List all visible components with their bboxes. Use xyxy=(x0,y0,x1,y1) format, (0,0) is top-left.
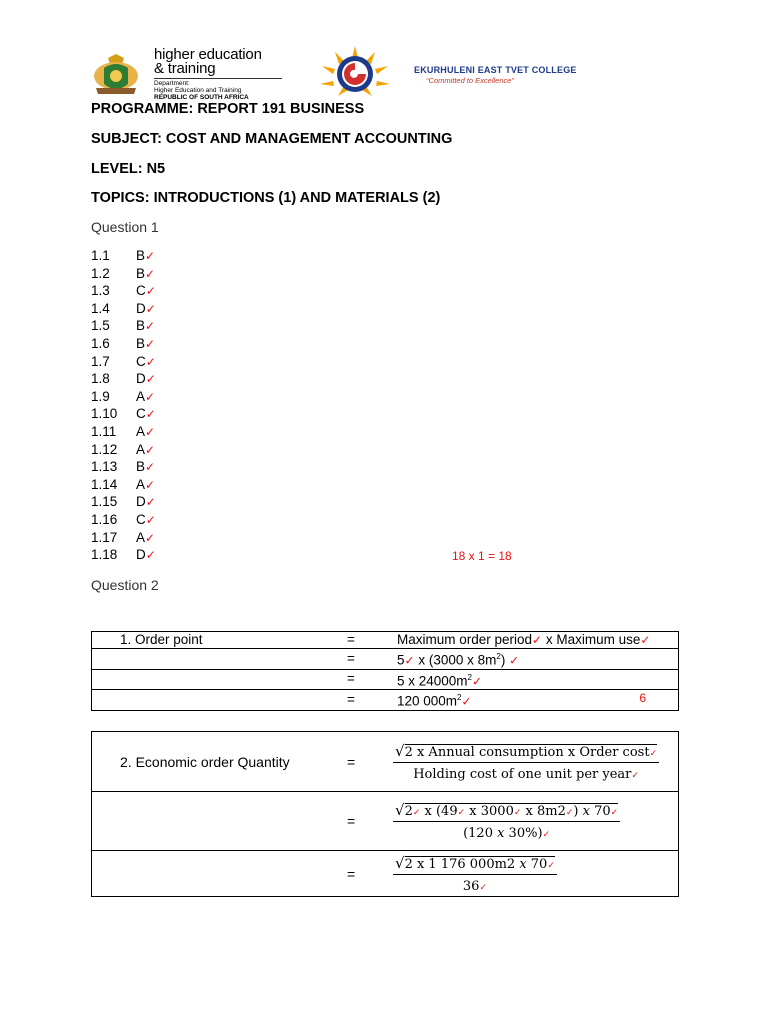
order-point-step-2: 5 x $24000m^2✓$ xyxy=(397,669,679,690)
answer-row: 1.13 B✓ xyxy=(91,459,156,475)
dhet-line1: higher education xyxy=(154,46,262,63)
sun-emblem-icon xyxy=(300,44,410,100)
question-2-title: Question 2 xyxy=(91,577,159,593)
college-name: EKURHULENI EAST TVET COLLEGE xyxy=(414,65,577,75)
question-1-total: 18 x 1 = 18 xyxy=(452,549,512,563)
equals-sign: = xyxy=(347,732,393,792)
dhet-dept-name: Higher Education and Training xyxy=(154,87,242,94)
header-logos xyxy=(88,44,577,101)
order-point-table xyxy=(91,631,679,711)
order-point-step-1: 5✓ x (3000 x $8m^2$) ✓ xyxy=(397,649,679,670)
answer-row: 1.10 C✓ xyxy=(91,406,156,422)
table-row xyxy=(92,690,679,711)
table-row xyxy=(92,632,679,649)
question-1-title: Question 1 xyxy=(91,219,159,235)
eoq-table xyxy=(91,731,679,897)
fraction: $\frac{\text{√2 x 1 176 000m2 𝑥 70✓}}{36✓}$ xyxy=(395,853,555,894)
college-motto: “Committed to Excellence” xyxy=(426,76,514,85)
eoq-step-1 xyxy=(393,792,679,851)
equals-sign: = xyxy=(347,690,397,711)
answer-row: 1.3 C✓ xyxy=(91,283,156,299)
order-point-label: 1. Order point xyxy=(92,632,348,649)
answer-row: 1.5 B✓ xyxy=(91,318,156,334)
fraction: $\frac{\text{√2✓ x (49✓ x 3000✓ x 8m2✓) 𝑥 70✓}}{\text{(120 𝑥 30\%)✓}}$ xyxy=(395,801,619,841)
level-heading: LEVEL: N5 xyxy=(91,161,166,177)
order-point-result: 120 $000m^2✓$ 6 xyxy=(397,690,679,711)
equals-sign: = xyxy=(347,669,397,690)
table-row xyxy=(92,851,679,897)
table-row xyxy=(92,649,679,670)
eoq-formula xyxy=(393,732,679,792)
answer-row: 1.11 A✓ xyxy=(91,423,156,439)
dhet-country: REPUBLIC OF SOUTH AFRICA xyxy=(154,94,249,101)
equals-sign: = xyxy=(347,851,393,897)
equals-sign: = xyxy=(347,632,397,649)
table-row xyxy=(92,792,679,851)
answer-row: 1.2 B✓ xyxy=(91,265,156,281)
equals-sign: = xyxy=(347,792,393,851)
answer-row: 1.1 B✓ xyxy=(91,248,156,263)
fraction: $\frac{\text{√2 x Annual consumption x Order cost✓}}{\text{Holding cost of one unit per year✓}}$ xyxy=(395,741,658,782)
answer-row: 1.14 A✓ xyxy=(91,476,156,492)
dhet-dept: Department: xyxy=(154,80,190,87)
college-logo xyxy=(296,44,577,100)
coat-of-arms-icon xyxy=(88,50,144,96)
answer-row: 1.6 B✓ xyxy=(91,335,156,351)
answer-row: 1.15 D✓ xyxy=(91,494,156,510)
eoq-label: 2. Economic order Quantity xyxy=(92,732,348,792)
dhet-line2: & training xyxy=(154,60,216,77)
answer-row: 1.8 D✓ xyxy=(91,371,156,387)
topics-heading: TOPICS: INTRODUCTIONS (1) AND MATERIALS (2) xyxy=(91,190,441,206)
table-row xyxy=(92,732,679,792)
subject-heading: SUBJECT: COST AND MANAGEMENT ACCOUNTING xyxy=(91,131,453,147)
answer-row: 1.18 D✓ xyxy=(91,547,156,563)
question-1-answers xyxy=(91,247,156,564)
order-point-formula: Maximum order period✓ x Maximum use✓ xyxy=(397,632,679,649)
table-row xyxy=(92,669,679,690)
programme-heading: PROGRAMME: REPORT 191 BUSINESS xyxy=(91,101,365,117)
equals-sign: = xyxy=(347,649,397,670)
answer-row: 1.4 D✓ xyxy=(91,300,156,316)
answer-row: 1.12 A✓ xyxy=(91,441,156,457)
answer-row: 1.17 A✓ xyxy=(91,529,156,545)
eoq-step-2 xyxy=(393,851,679,897)
order-point-marks: 6 xyxy=(639,691,646,705)
answer-row: 1.16 C✓ xyxy=(91,511,156,527)
answer-row: 1.9 A✓ xyxy=(91,388,156,404)
answer-row: 1.7 C✓ xyxy=(91,353,156,369)
